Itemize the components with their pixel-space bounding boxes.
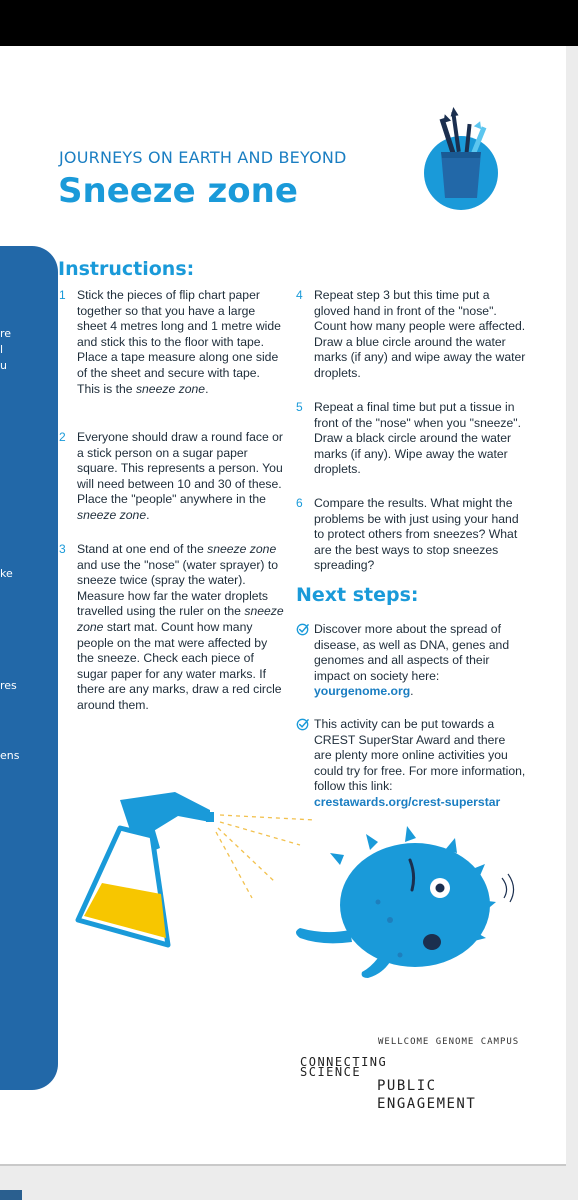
virus-character-illustration [296, 826, 514, 978]
prev-fragment-4: ke [0, 567, 13, 580]
check-icon [296, 718, 309, 731]
step-text: Repeat a final time but put a tissue in front of the "nose" when you "sneeze". Draw a black circle around the water marks (if any). Wipe away the water droplets. [314, 400, 522, 477]
pre-title: JOURNEYS ON EARTH AND BEYOND [59, 148, 347, 167]
sprayer-illustration [78, 792, 315, 945]
next-step-text: Discover more about the spread of disease, as well as DNA, genes and genomes and all aspects of their impact on society here: [314, 622, 510, 683]
crest-superstar-link[interactable]: crestawards.org/crest-superstar [314, 794, 501, 809]
instruction-step-5 [296, 400, 526, 478]
step-text: Repeat step 3 but this time put a gloved hand in front of the "nose". Count how many people were affected. Draw a blue circle around the water marks (if any) and wipe away the water droplets. [314, 288, 526, 380]
logo-engagement-text: ENGAGEMENT [377, 1096, 477, 1112]
yourgenome-link[interactable]: yourgenome.org [314, 684, 411, 699]
instruction-step-3 [59, 542, 284, 714]
step-text: start mat. Count how many people on the mat were affected by the sneeze. Check each piece of sugar paper for any water marks. If there are any marks, draw a red circle around them. [77, 619, 282, 712]
step-text: Stand at one end of the [77, 542, 208, 556]
top-bar [0, 0, 578, 46]
step-number: 2 [59, 430, 66, 444]
bottom-edge-strip [0, 1190, 22, 1200]
step-text: Compare the results. What might the problems be with just using your hand to protect others from sneezes? What are the best ways to stop sneezes spreading? [314, 496, 519, 573]
instruction-step-6 [296, 496, 526, 574]
prev-fragment-3: u [0, 359, 7, 372]
step-text: and use the "nose" (water sprayer) to sneeze twice (spray the water). Measure how far the water droplets travelled using the ruler on the [77, 557, 279, 619]
next-steps-heading: Next steps: [296, 584, 419, 606]
wellcome-genome-campus-text: WELLCOME GENOME CAMPUS [378, 1037, 520, 1047]
previous-page-panel [0, 246, 58, 1090]
instruction-step-2 [59, 430, 284, 524]
check-icon [296, 623, 309, 636]
prev-fragment-5: res [0, 679, 17, 692]
logo-public-text: PUBLIC [377, 1078, 437, 1094]
instruction-step-4 [296, 288, 526, 382]
instructions-heading: Instructions: [58, 258, 195, 280]
logo-connecting-text: CONNECTING [300, 1055, 388, 1069]
step-emphasis: sneeze zone [77, 507, 147, 522]
prev-fragment-1: re [0, 327, 12, 340]
page-shadow [0, 1164, 566, 1166]
step-tail: . [146, 507, 150, 522]
step-number: 1 [59, 288, 66, 302]
sneeze-illustration [60, 770, 530, 990]
next-step-item-1 [296, 622, 526, 700]
next-step-text: This activity can be put towards a CREST SuperStar Award and there are plenty more online activities you could try for free. For more information, follow this link: [314, 717, 526, 794]
step-number: 5 [296, 400, 303, 414]
step-emphasis: sneeze zone [77, 604, 284, 634]
pen-cup-icon [420, 102, 502, 212]
step-text: Stick the pieces of flip chart paper together so that you have a large sheet 4 metres long and 1 metre wide and stick this to the floor with tape. Place a tape measure along one side of the sheet and secure with tape. This is the [77, 288, 281, 396]
instruction-step-1 [59, 288, 284, 397]
prev-fragment-2: l [0, 343, 4, 356]
next-step-tail: . [410, 684, 414, 699]
step-number: 3 [59, 542, 66, 556]
prev-fragment-6: ens [0, 749, 20, 762]
page-title: Sneeze zone [58, 171, 298, 211]
step-number: 6 [296, 496, 303, 510]
logo-science-text: SCIENCE [300, 1065, 362, 1079]
step-emphasis: sneeze zone [207, 542, 277, 556]
step-text: Everyone should draw a round face or a stick person on a sugar paper square. This represents a person. You will need between 10 and 30 of these. Place the "people" anywhere in the [77, 430, 283, 507]
step-number: 4 [296, 288, 303, 302]
step-emphasis: sneeze zone [135, 381, 206, 396]
step-tail: . [205, 381, 209, 396]
